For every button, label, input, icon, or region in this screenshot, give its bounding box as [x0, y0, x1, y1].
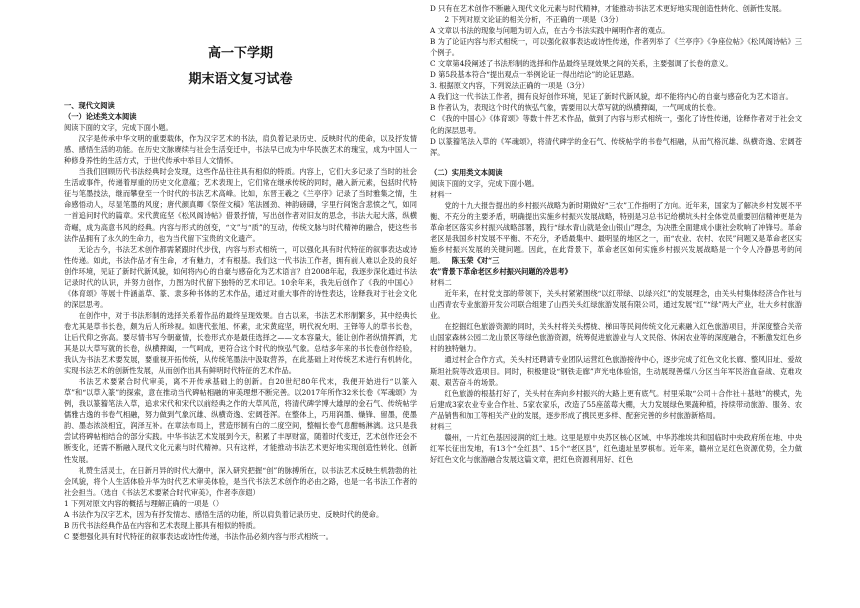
question: 1 下列对原文内容的概括与理解正确的一项是（）	[64, 498, 224, 508]
document-title: 高一下学期	[207, 46, 273, 61]
section-heading: 一、现代文阅读	[64, 101, 115, 110]
option: C 要想强化具有时代特征的叙事表达或诗性传递，书法作品必须内容与形式相统一。	[64, 531, 333, 541]
option: B 历代书法经典作品在内容和艺术表现上都具有相似的特质。	[64, 520, 261, 530]
option: B 为了论证内容与形式相统一，可以强化叙事表达或诗性传递，作者列举了《兰亭序》《争座位帖》《松风阁诗帖》三个例子。	[430, 37, 802, 58]
option: C 文章第4段阐述了书法形制的选择和作品最终呈现效果之间的关系，主要强调了长卷的意义。	[430, 59, 733, 69]
paragraph: 在挖掘红色旅游资源的同时，关头村将关头楞栊、梯田等民间传统文化元素融入红色旅游项目，并深度整合关帝山国家森林公园二龙山景区等绿色旅游资源，统筹促进旅游业与人文民俗、休闲农业等的深度融合，不断激发红色乡村的独特魅力。	[430, 322, 802, 354]
document-subtitle: 期末语文复习试卷	[188, 72, 293, 87]
paragraph: 当我们回顾历代书法经典时会发现，这些作品往往具有相似的特质。内容上，它们大多记录了当时的社会生活或事件，传递着厚重的历史文化意蕴；艺术表现上，它们常在继承传统的同时，融入新元素，包括时代特征与笔墨技法，继而攀登至一个时代的书法艺术高峰。比如，东晋王羲之《兰亭序》记录了当时雅集之情，生命感悟动人，尽显笔墨的风度；唐代颜真卿《祭侄文稿》笔法圆劲、神韵磅礴，字里行间饱含悲愤之气，如同一首追问时代的篇章。宋代黄庭坚《松风阁诗帖》借景抒情，写出创作者对旧友的思念，书法大起大落，纵横奇崛，成为高意书风的经典。内容与形式的创变，“文”与“质”的互动，传统文脉与时代精神的融合，使这些书法作品拥有了永久的生命力，也为当代留下宝贵的文化遗产。	[64, 167, 417, 243]
material-label: 材料三	[430, 421, 452, 431]
paragraph-text: 党的十九大报告提出的乡村振兴战略为新时期做好“三农”工作指明了方向。近年来，国家为了解决乡村发展不平衡、不充分的主要矛盾，明确提出实施乡村振兴发展战略，特别是习总书记给横坑头村全体党员重要回信精神更是为革命老区落实乡村振兴战略部署，践行“绿水青山就是金山银山”理念，为决胜全面建成小康社会吹响了冲锋号。革命老区是我国乡村发展不平衡、不充分，矛盾最集中、最明显的地区之一，而“农业、农村、农民”问题又是革命老区实施乡村振兴发展的关键问题。因此，在此背景下，革命老区如何实施乡村振兴发展战略是一个令人冷静思考的问题。	[430, 200, 802, 266]
option: A 书法作为汉字艺术，因为有抒发情志、感悟生活的功能，所以肩负着记录历史、反映时代的使命。	[64, 509, 384, 519]
option: A 我们这一代书法工作者，拥有良好创作环境，见证了新时代新风貌，却不能将内心的自豪与感奋化为艺术语言。	[430, 92, 793, 102]
material-label: 材料二	[430, 278, 452, 288]
subsection-heading: （一）论述类文本阅读	[64, 112, 137, 122]
paragraph: 书法艺术要紧合时代审美，离不开传承基础上的创新。自20世纪80年代末，我便开始进行“以篆入草”和“以草入篆”的探索，意在推动当代碑帖相融的审美理想不断完善。以2017年所作32米长卷《军魂颂》为例，我以篆籀笔法入草，追求宋代和宋代以前经典之作的大草风范，将清代碑学博大雄厚的金石气、传统帖学儒雅古逸的书卷气相融，努力做到气象沉雄、纵横奇逸、宏阔苍浑。在整体上，巧用润墨、燥锋、留墨，使墨韵、墨态浓淡相宜，润泽互补。在章法布局上，营造形制有白的二度空间，整幅长卷气息酣畅淋漓。这只是我尝试将碑帖相结合的部分实践。中华书法艺术发展到今天，积累了丰厚财富，随着时代变迁，艺术创作还会不断变化，还需不断融入现代文化元素与时代精神。只有这样，才能推动书法艺术更好地实现创造性转化、创新性发展。	[64, 377, 417, 464]
option: A 文章以书法的现象与问题为切入点，在古今书法实践中阐明作者的观点。	[430, 26, 670, 36]
option: B 作者认为，表现这个时代的恢弘气象，需要用以大草写就的纵横捭阖，一气呵成的长卷。	[430, 103, 721, 113]
option: D 以篆籀笔法入草的《军魂颂》，将清代碑学的金石气、传统帖学的书卷气相融，从而气格沉雄、纵横奇逸、宏阔苍浑。	[430, 136, 802, 157]
paragraph: 赣州，一片红色基因浸润的红土地。这里是原中央苏区核心区域、中华苏维埃共和国临时中央政府所在地、中央红军长征出发地，有13个“全红县”、15个“老区县”，红色遗址星罗棋布。近年来，赣州立足红色资源优势，全力做好红色文化与旅游融合发展这篇文章，把红色资源利用好、红色	[430, 432, 802, 464]
paragraph: 近年来，在村党支部的带领下，关头村紧紧围绕“以红带绿、以绿兴红”的发展理念，由关头村集体经济合作社与山西青农专业旅游开发公司联合组建了山西关头红绿旅游发展有限公司，通过发展“红”“绿”两大产业，壮大乡村旅游业。	[430, 289, 802, 321]
paragraph: 汉字是传承中华文明的重要载体，作为汉字艺术的书法，肩负着记录历史、反映时代的使命，以及抒发情感、感悟生活的功能。在历史文脉赓续与社会生活变迁中，书法早已成为中华民族艺术的瑰宝，成为中国人一种修身养性的生活方式，于世代传承中举目人文情怀。	[64, 134, 417, 166]
instruction: 阅读下面的文字，完成下面小题。	[64, 123, 173, 133]
subsection-heading: （二）实用类文本阅读	[430, 167, 503, 177]
source-citation: 农”背景下革命老区乡村振兴问题的冷思考》	[430, 267, 572, 277]
option: D 只有在艺术创作不断融入现代文化元素与时代精神，才能推动书法艺术更好地实现创造性转化、创新性发展。	[430, 4, 787, 13]
option: D 第5段基本符合“提出观点一举例论证一得出结论”的论证思路。	[430, 70, 639, 80]
instruction: 阅读下面的文字，完成下面小题。	[430, 178, 539, 188]
paragraph: 无论古今，书法艺术创作都需紧跟时代步伐，内容与形式相统一，可以强化具有时代特征的叙事表达或诗性传递。如此，书法作品才有生命，才有魅力，才有根基。我们这一代书法工作者，拥有前人难以企及的良好创作环境，见证了新时代新风貌，如何将内心的自豪与感奋化为艺术语言？自2008年起，我逐步深化通过书法记录时代的认识，并努力创作，力图为时代留下独特的艺术印记。10余年来，我先后创作了《我的中国心》《体育颂》等展十件涵盖草、篆、隶多种书体的艺术作品，通过对重大事件的诗性表达，诠释我对于社会文化的深层思考。	[64, 244, 417, 309]
paragraph: 通过村企合作方式，关头村还聘请专业团队运营红色旅游接待中心，逐步完成了红色文化长廊、整风旧址、爱故斯坦社院等改造项目。同时，积极建设“钢铁走廊”声光电体验馆，生动展现善煤八分区当年军民浴血奋战、克难攻艰、艰苦奋斗的场景。	[430, 355, 802, 387]
option: C 《我的中国心》《体育颂》等数十件艺术作品，做到了内容与形式相统一，强化了诗性传递，诠释作者对于社会文化的深层思考。	[430, 114, 802, 135]
paragraph: 礼赞生活灵士，在日新月异的时代大潮中，深入研究把握“创”的脉搏所在，以书法艺术反映生机勃勃的社会风貌，将个人生活体验升华为时代艺术审美体验，是当代书法艺术创作的必由之路，也是一名书法工作者的社会担当。（选自《书法艺术要紧合时代审美》，作者李彦遐）	[64, 465, 417, 497]
paragraph	[430, 200, 802, 266]
right-column	[430, 0, 802, 465]
material-label: 材料一	[430, 189, 452, 199]
paragraph: 在创作中，对于书法形制的选择关系着作品的最终呈现效果。自古以来，书法艺术形制繁多，其中经典长卷尤其是草书长卷，颇为后人所珍视。如唐代张旭、怀素，北宋黄庭坚，明代祝允明、王铎等人的草书长卷，让后代仰之弥高。要尽情书写今朝豪情，长卷形式亦是最佳选择之——文本容量大，能让创作者纵情挥洒，尤其是以大草写就的长卷，纵横捭阖，一气呵成，更符合这个时代的恢弘气象。总结多年来的书长卷创作经验，我认为书法艺术要发展，要重视开拓传统，从传统笔墨法中汲取营养，在此基础上对传统艺术进行有机转化，实现书法艺术的创新性发展，从而创作出具有鲜明时代特征的艺术作品。	[64, 310, 417, 376]
paragraph: 红色旅游的根基打好了，关头村在奔向乡村振兴的大路上更有底气。村里采取“公司＋合作社＋基地”的模式，先后建成3家农业专业合作社、5家农家乐，改造了55座蓝莓大棚，大力发展绿色果蔬种植，持续带动旅游、服务、农产品销售和加工等相关产业的发展，逐步形成了携民更多样、配套完善的乡村旅游新格局。	[430, 388, 802, 420]
source-citation: 陈玉荣《对“三	[451, 256, 500, 266]
question: 3. 根据原文内容，下列说法正确的一项是（3分）	[430, 81, 589, 91]
left-column	[64, 0, 417, 542]
question: 2 下列对原文论证的相关分析，不正确的一项是（3分）	[444, 15, 623, 25]
